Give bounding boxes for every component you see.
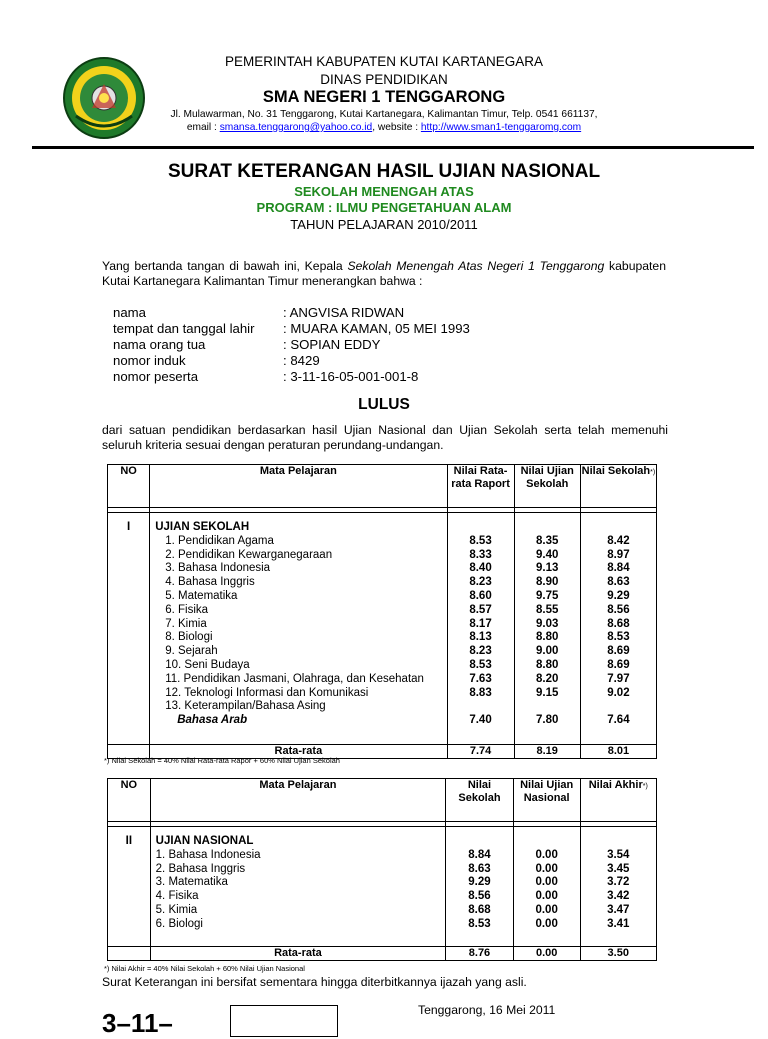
- score-cell: 8.69: [607, 658, 630, 671]
- col-header-final-score: [580, 779, 656, 822]
- student-field-label: nama orang tua: [113, 337, 206, 352]
- school-level: SEKOLAH MENENGAH ATAS: [294, 184, 474, 199]
- header-divider: [32, 146, 754, 149]
- avg-label: Rata-rata: [150, 744, 447, 758]
- student-field-value: : ANGVISA RIDWAN: [283, 305, 405, 320]
- score-cell: 3.45: [607, 862, 630, 875]
- score-cell: 8.57: [469, 603, 492, 616]
- score-cell: 8.23: [469, 645, 492, 658]
- footnote-mark: *): [642, 783, 648, 790]
- website-link[interactable]: http://www.sman1-tenggaromg.com: [420, 122, 582, 133]
- score-cell: 8.35: [536, 534, 559, 547]
- table2-footnote: [104, 964, 305, 973]
- place-date: Tenggarong, 16 Mei 2011: [418, 1003, 556, 1017]
- footnote-mark: *): [650, 469, 656, 476]
- avg-final-score: 3.50: [580, 946, 656, 960]
- score-cell: 3.72: [607, 876, 630, 889]
- score-cell: [448, 700, 514, 714]
- avg-school-score: 8.01: [580, 744, 656, 758]
- intro-text-before: Yang bertanda tangan di bawah ini, Kepala: [102, 259, 348, 273]
- table1-note-text: Nilai Sekolah = 40% Nilai Rata-rata Rapor + 60% Nilai Ujian Sekolah: [111, 756, 340, 765]
- score-cell: 8.83: [469, 686, 492, 699]
- score-cell: 8.80: [536, 658, 559, 671]
- score-cell: 8.80: [536, 631, 559, 644]
- subject-list: [150, 513, 447, 745]
- raport-column: [447, 513, 514, 745]
- score-cell: 8.56: [468, 890, 491, 903]
- score-cell: 0.00: [535, 862, 558, 875]
- score-cell: 8.53: [469, 658, 492, 671]
- student-field-value: : 3-11-16-05-001-001-8: [283, 369, 419, 384]
- score-cell: 9.02: [607, 686, 630, 699]
- temporary-statement: Surat Keterangan ini bersifat sementara hingga diterbitkannya ijazah yang asli.: [102, 975, 527, 989]
- subject-list: [150, 827, 446, 947]
- student-field-value: : MUARA KAMAN, 05 MEI 1993: [283, 321, 470, 336]
- avg-empty-cell: [108, 946, 151, 960]
- website-prefix: , website :: [372, 122, 421, 133]
- intro-text-after: kabupaten Kutai Kartanegara Kalimantan Timur menerangkan bahwa :: [102, 259, 666, 288]
- subject-row: 9. Sejarah: [165, 645, 218, 658]
- score-cell: 8.69: [607, 645, 630, 658]
- table1-footnote: [104, 756, 340, 765]
- score-cell: 3.42: [607, 890, 630, 903]
- col-header-national-exam: Nilai Ujian Nasional: [513, 779, 580, 822]
- final-score-column: [580, 827, 656, 947]
- subject-row: 12. Teknologi Informasi dan Komunikasi: [165, 686, 369, 699]
- score-cell: 8.53: [607, 631, 630, 644]
- score-cell: 0.00: [535, 890, 558, 903]
- section-number: I: [108, 513, 150, 745]
- result-paragraph: dari satuan pendidikan berdasarkan hasil Ujian Nasional dan Ujian Sekolah serta telah memenuhi seluruh kriteria sesuai dengan peraturan perundang-undangan.: [102, 423, 668, 452]
- subject-row: 1. Pendidikan Agama: [165, 534, 274, 547]
- score-cell: 8.13: [469, 631, 492, 644]
- avg-raport: 7.74: [447, 744, 514, 758]
- score-cell: [581, 700, 656, 714]
- score-cell: 8.84: [607, 562, 630, 575]
- score-cell: 9.40: [536, 548, 559, 561]
- col-header-final-score-text: Nilai Akhir: [588, 779, 643, 791]
- subject-row-extra: Bahasa Arab: [177, 714, 248, 727]
- exam-column: [514, 513, 580, 745]
- school-score-column: [446, 827, 514, 947]
- col-header-school-score-text: Nilai Sekolah: [581, 465, 651, 477]
- score-cell: 9.13: [536, 562, 559, 575]
- score-cell: 0.00: [535, 876, 558, 889]
- score-cell: 8.63: [607, 576, 630, 589]
- score-cell: 0.00: [535, 917, 558, 930]
- avg-school-score: 8.76: [446, 946, 514, 960]
- student-field-value: : 8429: [283, 353, 320, 368]
- avg-exam: 8.19: [514, 744, 580, 758]
- score-cell: 9.03: [536, 617, 559, 630]
- score-cell: 8.53: [469, 534, 492, 547]
- subject-row: 3. Bahasa Indonesia: [165, 562, 271, 575]
- subject-row: 3. Matematika: [155, 876, 228, 889]
- student-field-label: tempat dan tanggal lahir: [113, 321, 255, 336]
- score-cell: 8.63: [468, 862, 491, 875]
- col-header-subject: Mata Pelajaran: [150, 465, 447, 508]
- score-cell: 3.41: [607, 917, 630, 930]
- section-title: UJIAN SEKOLAH: [155, 521, 250, 533]
- score-cell: 8.17: [469, 617, 492, 630]
- score-cell: 8.42: [607, 534, 630, 547]
- avg-label: Rata-rata: [150, 946, 446, 960]
- score-cell: 9.15: [536, 686, 559, 699]
- subject-row: 2. Pendidikan Kewarganegaraan: [165, 548, 333, 561]
- national-exam-column: [513, 827, 580, 947]
- signature-box: [230, 1005, 338, 1037]
- col-header-no: NO: [108, 779, 151, 822]
- col-header-school-score: Nilai Sekolah: [446, 779, 514, 822]
- subject-row: 5. Matematika: [165, 589, 238, 602]
- school-contact: [130, 122, 638, 133]
- score-cell: 8.84: [468, 848, 491, 861]
- subject-row: 2. Bahasa Inggris: [155, 862, 246, 875]
- footnote-mark: *): [104, 756, 110, 765]
- col-header-subject: Mata Pelajaran: [150, 779, 446, 822]
- score-cell: 8.90: [536, 576, 559, 589]
- score-cell: 8.68: [468, 903, 491, 916]
- student-field-label: nomor peserta: [113, 369, 199, 384]
- section-title: UJIAN NASIONAL: [155, 835, 254, 847]
- subject-row: 5. Kimia: [155, 903, 198, 916]
- school-address: Jl. Mulawarman, No. 31 Tenggarong, Kutai Kartanegara, Kalimantan Timur, Telp. 0541 661137,: [170, 109, 598, 120]
- score-cell: 8.33: [469, 548, 492, 561]
- score-cell: 8.55: [536, 603, 559, 616]
- subject-row: 1. Bahasa Indonesia: [155, 848, 261, 861]
- intro-school-italic: Sekolah Menengah Atas Negeri 1 Tenggarong: [347, 259, 605, 273]
- score-cell: 0.00: [535, 848, 558, 861]
- intro-paragraph: [102, 259, 666, 289]
- col-header-raport: Nilai Rata-rata Raport: [447, 465, 514, 508]
- score-cell: 9.29: [468, 876, 491, 889]
- section-number: II: [108, 827, 151, 947]
- student-field-value: : SOPIAN EDDY: [283, 337, 381, 352]
- col-header-no: NO: [108, 465, 150, 508]
- table2-note-text: Nilai Akhir = 40% Nilai Sekolah + 60% Nilai Ujian Nasional: [111, 964, 305, 973]
- subject-row: 13. Keterampilan/Bahasa Asing: [165, 700, 326, 713]
- school-exam-table: [107, 464, 657, 759]
- result-status: LULUS: [358, 396, 410, 413]
- email-link[interactable]: smansa.tenggarong@yahoo.co.id: [219, 122, 373, 133]
- student-field-label: nomor induk: [113, 353, 186, 368]
- school-score-column: [580, 513, 656, 745]
- score-cell: 8.68: [607, 617, 630, 630]
- score-cell: 0.00: [535, 903, 558, 916]
- photo-label: 3–11–: [102, 1008, 173, 1038]
- subject-row: 11. Pendidikan Jasmani, Olahraga, dan Kesehatan: [165, 672, 424, 685]
- score-cell: 8.53: [468, 917, 491, 930]
- score-cell: 9.00: [536, 645, 559, 658]
- score-cell: 7.40: [469, 714, 492, 727]
- government-name: PEMERINTAH KABUPATEN KUTAI KARTANEGARA: [224, 54, 544, 69]
- department-name: DINAS PENDIDIKAN: [320, 72, 448, 87]
- email-prefix: email :: [186, 122, 220, 133]
- subject-row: 6. Biologi: [155, 917, 203, 930]
- score-cell: 3.47: [607, 903, 630, 916]
- score-cell: 7.64: [607, 714, 630, 727]
- score-cell: 9.29: [607, 589, 630, 602]
- score-cell: 8.60: [469, 589, 492, 602]
- score-cell: [515, 700, 580, 714]
- subject-row: 4. Fisika: [155, 890, 199, 903]
- student-field-label: nama: [113, 305, 146, 320]
- score-cell: 7.80: [536, 714, 559, 727]
- score-cell: 7.63: [469, 672, 492, 685]
- subject-row: 8. Biologi: [165, 631, 213, 644]
- score-cell: 7.97: [607, 672, 630, 685]
- score-cell: 8.20: [536, 672, 559, 685]
- col-header-exam: Nilai Ujian Sekolah: [514, 465, 580, 508]
- subject-row: 4. Bahasa Inggris: [165, 576, 255, 589]
- avg-national-exam: 0.00: [513, 946, 580, 960]
- score-cell: 8.23: [469, 576, 492, 589]
- score-cell: 8.97: [607, 548, 630, 561]
- national-exam-table: [107, 778, 657, 961]
- score-cell: 9.75: [536, 589, 559, 602]
- score-cell: 3.54: [607, 848, 630, 861]
- score-cell: 8.56: [607, 603, 630, 616]
- score-cell: 8.40: [469, 562, 492, 575]
- document-title: SURAT KETERANGAN HASIL UJIAN NASIONAL: [167, 161, 601, 182]
- program-name: PROGRAM : ILMU PENGETAHUAN ALAM: [256, 200, 512, 215]
- subject-row: 7. Kimia: [165, 617, 207, 630]
- footnote-mark: *): [104, 964, 110, 973]
- academic-year: TAHUN PELAJARAN 2010/2011: [290, 217, 478, 232]
- subject-row: 6. Fisika: [165, 603, 209, 616]
- subject-row: 10. Seni Budaya: [165, 658, 250, 671]
- school-name: SMA NEGERI 1 TENGGARONG: [262, 88, 506, 106]
- col-header-school-score: [580, 465, 656, 508]
